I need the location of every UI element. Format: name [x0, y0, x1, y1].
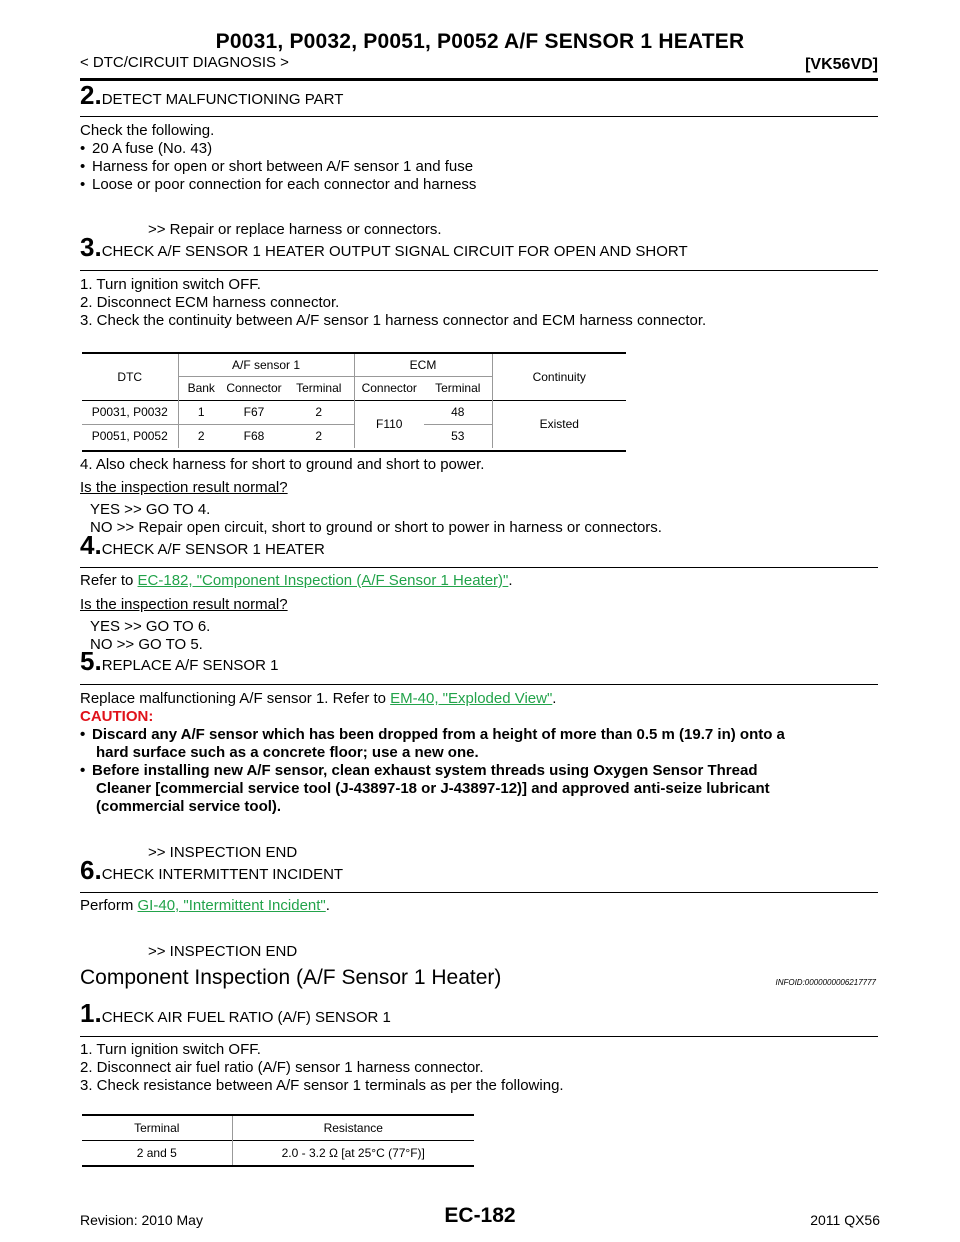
table-cell: 2	[178, 424, 224, 448]
table-cell: P0031, P0032	[91, 405, 168, 419]
step-6-heading: 6.CHECK INTERMITTENT INCIDENT	[80, 855, 344, 885]
table-cell: 48	[451, 405, 465, 419]
table-cell: 2 and 5	[136, 1145, 177, 1160]
step-2-intro: Check the following.	[80, 122, 215, 139]
list-item: 3. Check the continuity between A/F sensor 1 harness connector and ECM harness connector.	[80, 312, 707, 329]
no-branch: NO >> Repair open circuit, short to ground or short to power in harness or connectors.	[90, 519, 662, 536]
inspection-question: Is the inspection result normal?	[80, 479, 288, 496]
caution-item: • Discard any A/F sensor which has been dropped from a height of more than 0.5 m (19.7 in) onto a	[80, 726, 785, 743]
intermittent-incident-link[interactable]: GI-40, "Intermittent Incident"	[137, 897, 326, 914]
bullet-item: • 20 A fuse (No. 43)	[80, 140, 213, 157]
header-rule	[80, 78, 878, 81]
caution-item-cont: Cleaner [commercial service tool (J-43897-18 or J-43897-12)] and approved anti-seize lubricant	[96, 780, 770, 797]
caution-item-cont: (commercial service tool).	[96, 798, 282, 815]
list-item: 3. Check resistance between A/F sensor 1 terminals as per the following.	[80, 1077, 564, 1094]
caution-item-cont: hard surface such as a concrete floor; use a new one.	[96, 744, 479, 761]
refer-text: Refer to EC-182, "Component Inspection (A/F Sensor 1 Heater)".	[80, 572, 513, 589]
replace-text: Replace malfunctioning A/F sensor 1. Refer to EM-40, "Exploded View".	[80, 690, 557, 707]
col-header-ecm: ECM	[354, 354, 492, 376]
col-header-terminal: Terminal	[296, 381, 342, 395]
table-cell: F110	[354, 400, 424, 448]
list-item: 1. Turn ignition switch OFF.	[80, 1041, 261, 1058]
table-cell: F67	[243, 405, 265, 419]
info-id: INFOID:0000000006217777	[775, 978, 876, 987]
inspection-question: Is the inspection result normal?	[80, 596, 288, 613]
component-step-1-heading: 1.CHECK AIR FUEL RATIO (A/F) SENSOR 1	[80, 998, 391, 1028]
revision-label: Revision: 2010 May	[80, 1212, 203, 1228]
caution-item: • Before installing new A/F sensor, clean exhaust system threads using Oxygen Sensor Thread	[80, 762, 758, 779]
col-header-ecm-connector: Connector	[354, 376, 424, 400]
page-title: P0031, P0032, P0051, P0052 A/F SENSOR 1 HEATER	[215, 30, 745, 53]
step-3-heading: 3.CHECK A/F SENSOR 1 HEATER OUTPUT SIGNAL CIRCUIT FOR OPEN AND SHORT	[80, 232, 688, 262]
step-rule	[80, 684, 878, 685]
footer-model: 2011 QX56	[810, 1212, 880, 1228]
col-header-ecm-terminal: Terminal	[435, 381, 481, 395]
step-rule	[80, 892, 878, 893]
no-branch: NO >> GO TO 5.	[90, 636, 203, 653]
continuity-table	[82, 354, 626, 448]
yes-branch: YES >> GO TO 4.	[90, 501, 211, 518]
table-cell: 2.0 - 3.2 Ω [at 25°C (77°F)]	[232, 1140, 474, 1165]
list-item: 4. Also check harness for short to ground and short to power.	[80, 456, 485, 473]
caution-label: CAUTION:	[80, 708, 154, 725]
table-cell: 2	[315, 405, 323, 419]
col-header-terminal: Terminal	[134, 1120, 180, 1135]
table-cell: 1	[178, 400, 224, 424]
list-item: 2. Disconnect air fuel ratio (A/F) sensor 1 harness connector.	[80, 1059, 484, 1076]
table-cell: P0051, P0052	[91, 429, 168, 444]
step-rule	[80, 270, 878, 271]
col-header-connector: Connector	[226, 381, 282, 395]
table-cell: 53	[451, 429, 465, 444]
step-4-heading: 4.CHECK A/F SENSOR 1 HEATER	[80, 530, 325, 560]
col-header-continuity: Continuity	[492, 354, 626, 400]
component-inspection-link[interactable]: EC-182, "Component Inspection (A/F Sensor 1 Heater)"	[137, 572, 509, 589]
list-item: 2. Disconnect ECM harness connector.	[80, 294, 340, 311]
step-rule	[80, 116, 878, 117]
step-2-result: >> Repair or replace harness or connectors.	[148, 221, 442, 238]
table-cell: Existed	[492, 400, 626, 448]
table-cell: 2	[315, 429, 323, 444]
step-rule	[80, 1036, 878, 1037]
perform-text: Perform GI-40, "Intermittent Incident".	[80, 897, 330, 914]
section-title: Component Inspection (A/F Sensor 1 Heater)	[80, 966, 502, 989]
col-header-dtc: DTC	[117, 369, 143, 384]
list-item: 1. Turn ignition switch OFF.	[80, 276, 261, 293]
col-header-bank: Bank	[178, 376, 224, 400]
table-cell: F68	[243, 429, 265, 444]
step-rule	[80, 567, 878, 568]
table-rule	[82, 450, 626, 452]
bullet-item: • Loose or poor connection for each connector and harness	[80, 176, 477, 193]
yes-branch: YES >> GO TO 6.	[90, 618, 211, 635]
exploded-view-link[interactable]: EM-40, "Exploded View"	[390, 690, 553, 707]
model-tag: [VK56VD]	[805, 56, 878, 73]
step-2-heading: 2.DETECT MALFUNCTIONING PART	[80, 80, 344, 110]
table-rule	[82, 1165, 474, 1167]
col-header-resistance: Resistance	[232, 1116, 474, 1140]
resistance-table	[82, 1116, 474, 1165]
step-5-result: >> INSPECTION END	[148, 844, 298, 861]
col-header-sensor: A/F sensor 1	[178, 354, 354, 376]
page-number: EC-182	[444, 1204, 516, 1227]
step-6-result: >> INSPECTION END	[148, 943, 298, 960]
breadcrumb: < DTC/CIRCUIT DIAGNOSIS >	[80, 54, 289, 71]
step-5-heading: 5.REPLACE A/F SENSOR 1	[80, 646, 279, 676]
bullet-item: • Harness for open or short between A/F sensor 1 and fuse	[80, 158, 474, 175]
